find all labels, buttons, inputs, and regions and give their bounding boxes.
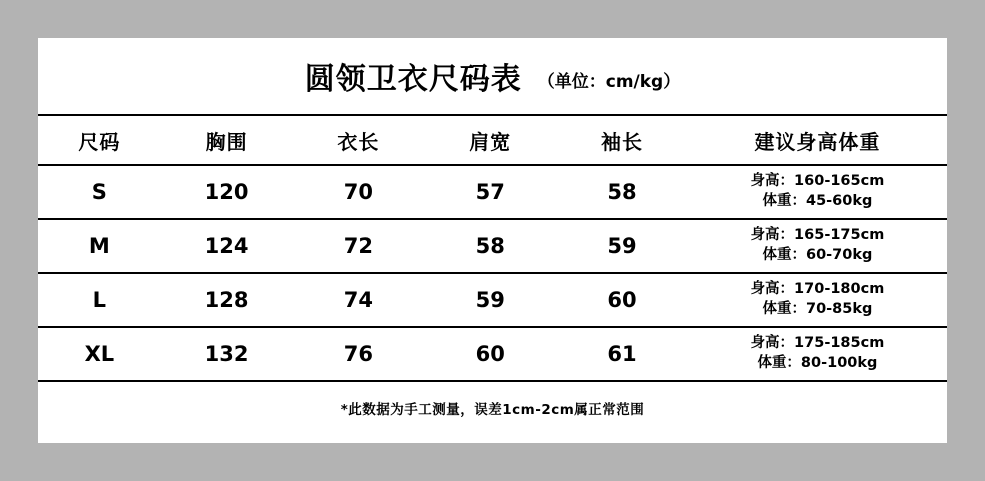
cell-length: 74 [293,273,425,327]
column-header-shoulder: 肩宽 [424,116,556,165]
recommended-weight: 体重：60-70kg [762,247,873,263]
cell-size: L [38,273,161,327]
cell-shoulder: 57 [424,165,556,219]
table-body [38,165,947,381]
table-row [38,165,947,219]
cell-chest: 124 [161,219,293,273]
column-header-length: 衣长 [293,116,425,165]
recommended-height: 身高：170-180cm [750,281,885,298]
recommended-weight: 体重：70-85kg [762,301,873,317]
recommended-height: 身高：175-185cm [750,335,885,352]
cell-recommendation [688,219,947,273]
cell-shoulder: 58 [424,219,556,273]
cell-recommendation [688,273,947,327]
measurement-note-row [38,382,947,434]
title-unit-label: （单位：cm/kg） [537,71,681,92]
chart-title-row [38,38,947,116]
cell-shoulder: 59 [424,273,556,327]
column-header-recommendation: 建议身高体重 [688,116,947,165]
cell-sleeve: 60 [556,273,688,327]
cell-chest: 120 [161,165,293,219]
cell-sleeve: 58 [556,165,688,219]
cell-size: XL [38,327,161,381]
cell-shoulder: 60 [424,327,556,381]
recommended-weight: 体重：45-60kg [762,193,873,209]
recommended-height: 身高：160-165cm [750,173,885,190]
size-table [38,116,947,382]
recommended-weight: 体重：80-100kg [757,355,878,371]
cell-size: S [38,165,161,219]
cell-size: M [38,219,161,273]
column-header-size: 尺码 [38,116,161,165]
column-header-chest: 胸围 [161,116,293,165]
cell-length: 72 [293,219,425,273]
cell-sleeve: 59 [556,219,688,273]
recommended-height: 身高：165-175cm [750,227,885,244]
measurement-note: *此数据为手工测量，误差1cm-2cm属正常范围 [340,402,645,418]
cell-sleeve: 61 [556,327,688,381]
cell-chest: 132 [161,327,293,381]
column-header-sleeve: 袖长 [556,116,688,165]
table-row [38,327,947,381]
cell-recommendation [688,165,947,219]
table-header-row [38,116,947,165]
cell-recommendation [688,327,947,381]
table-row [38,273,947,327]
cell-length: 70 [293,165,425,219]
cell-chest: 128 [161,273,293,327]
size-chart-sheet [38,38,947,443]
table-row [38,219,947,273]
table-header [38,116,947,165]
cell-length: 76 [293,327,425,381]
page-title: 圆领卫衣尺码表 [304,62,522,97]
